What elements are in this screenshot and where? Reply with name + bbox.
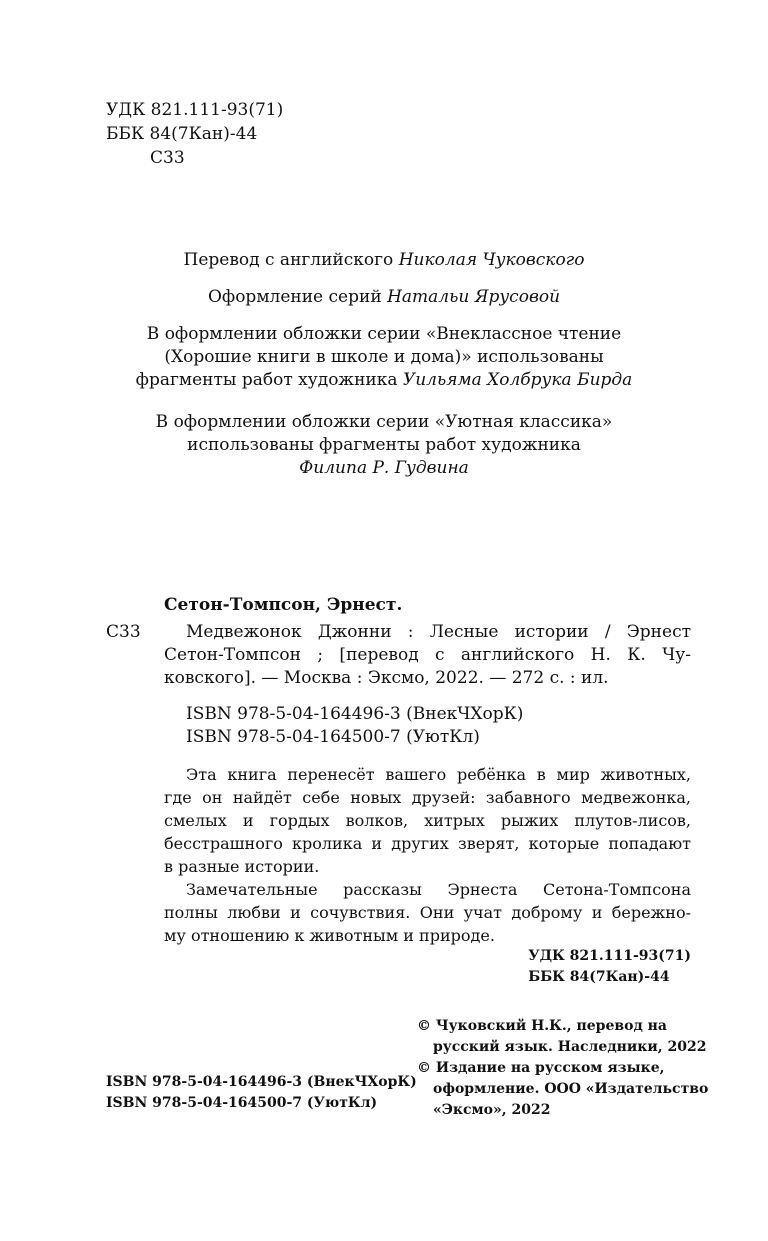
translator-name: Николая Чуковского — [398, 250, 585, 270]
cover2-artist-name: Филипа Р. Гудвина — [299, 458, 469, 478]
catalog-description: Медвежонок Джонни : Лесные истории / Эрнест Сетон-Томпсон ; [перевод с английского Н. К. Чу- ковского]. — Москва : Эксмо, 2022. — 272 с. : ил. — [164, 622, 691, 688]
author-mark: С33 — [150, 148, 185, 168]
bottom-isbn-list — [106, 1072, 417, 1114]
annotation: Эта книга перенесёт вашего ребёнка в мир животных, где он найдёт себе новых друзей: забавного медвежонка, смелых и гордых волков, хитрых рыжих плутов-лисов, бесстрашного кролика и других зверят, которые попадают в разные истории. Замечательные рассказы Эрнеста Сетона-Томпсона полны любви и сочувствия. Они учат доброму и бережно- му отношению к животным и природе. — [164, 765, 691, 945]
catalog-isbn-1: ISBN 978-5-04-164496-3 (ВнекЧХорК) — [186, 704, 524, 724]
bottom-isbn-1: ISBN 978-5-04-164496-3 (ВнекЧХорК) — [106, 1074, 417, 1090]
series-design-credit: Оформление серий Натальи Ярусовой — [207, 287, 561, 307]
cover-credit-2: В оформлении обложки серии «Уютная классика» использованы фрагменты работ художника Филипа Р. Гудвина — [0, 411, 768, 480]
bbk-code: ББК 84(7Кан)-44 — [106, 124, 258, 144]
copyright-block — [417, 1016, 708, 1121]
copyright-edition: © Издание на русском языке, оформление. ООО «Издательство «Эксмо», 2022 — [417, 1060, 709, 1118]
copyright-translation: © Чуковский Н.К., перевод на русский язык. Наследники, 2022 — [417, 1018, 707, 1055]
bottom-bbk: ББК 84(7Кан)-44 — [528, 969, 670, 985]
catalog-isbn-list — [186, 703, 523, 749]
cover-credit-1: В оформлении обложки серии «Внеклассное чтение (Хорошие книги в школе и дома)» использованы фрагменты работ художника Уильяма Холбрука Бирда — [135, 324, 633, 390]
catalog-isbn-2: ISBN 978-5-04-164500-7 (УютКл) — [186, 727, 480, 747]
bottom-udk: УДК 821.111-93(71) — [528, 948, 691, 964]
series-designer-name: Натальи Ярусовой — [387, 287, 561, 307]
catalog-author-heading: Сетон-Томпсон, Эрнест. — [164, 595, 403, 615]
translation-credit: Перевод с английского Николая Чуковского — [183, 250, 585, 270]
bottom-isbn-2: ISBN 978-5-04-164500-7 (УютКл) — [106, 1095, 378, 1111]
catalog-mark: С33 — [106, 622, 141, 642]
cover1-artist-name: Уильяма Холбрука Бирда — [402, 370, 633, 390]
top-codes — [106, 98, 283, 170]
udk-code: УДК 821.111-93(71) — [106, 100, 284, 120]
bottom-codes — [528, 946, 691, 988]
